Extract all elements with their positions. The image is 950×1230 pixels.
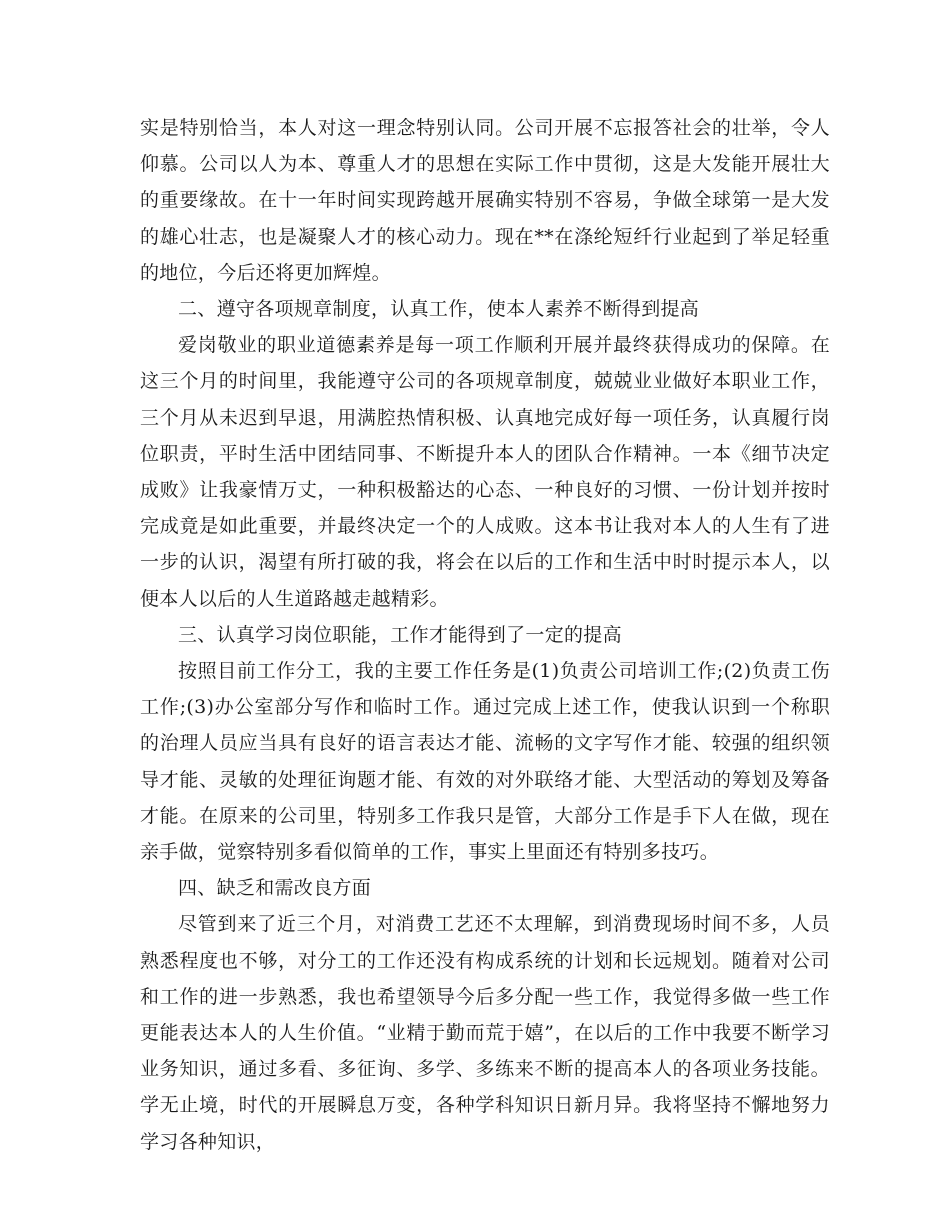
section-heading-2: 二、遵守各项规章制度，认真工作，使本人素养不断得到提高 (178, 298, 700, 321)
paragraph-section-4: 尽管到来了近三个月，对消费工艺还不太理解，到消费现场时间不多，人员熟悉程度也不够，对分工的工作还没有构成系统的计划和长远规划。随着对公司和工作的进一步熟悉，我也希望领导今后多分配一些工作，我觉得多做一些工作更能表达本人的人生价值。“业精于勤而荒于嬉”，在以后的工作中我要不断学习业务知识，通过多看、多征询、多学、多练来不断的提高本人的各项业务技能。学无止境，时代的开展瞬息万变，各种学科知识日新月异。我将坚持不懈地努力学习各种知识， (140, 913, 830, 1153)
document-body (140, 110, 830, 1160)
paragraph-section-3: 按照目前工作分工，我的主要工作任务是(1)负责公司培训工作;(2)负责工伤工作;(3)办公室部分写作和临时工作。通过完成上述工作，使我认识到一个称职的治理人员应当具有良好的语言表达才能、流畅的文字写作才能、较强的组织领导才能、灵敏的处理征询题才能、有效的对外联络才能、大型活动的筹划及筹备才能。在原来的公司里，特别多工作我只是管，大部分工作是手下人在做，现在亲手做，觉察特别多看似简单的工作，事实上里面还有特别多技巧。 (140, 660, 830, 864)
paragraph-continuation: 实是特别恰当，本人对这一理念特别认同。公司开展不忘报答社会的壮举，令人仰慕。公司以人为本、尊重人才的思想在实际工作中贯彻，这是大发能开展壮大的重要缘故。在十一年时间实现跨越开展确实特别不容易，争做全球第一是大发的雄心壮志，也是凝聚人才的核心动力。现在**在涤纶短纤行业起到了举足轻重的地位，今后还将更加辉煌。 (140, 117, 830, 284)
paragraph-section-2: 爱岗敬业的职业道德素养是每一项工作顺利开展并最终获得成功的保障。在这三个月的时间里，我能遵守公司的各项规章制度，兢兢业业做好本职业工作，三个月从未迟到早退，用满腔热情积极、认真地完成好每一项任务，认真履行岗位职责，平时生活中团结同事、不断提升本人的团队合作精神。一本《细节决定成败》让我豪情万丈，一种积极豁达的心态、一种良好的习惯、一份计划并按时完成竟是如此重要，并最终决定一个的人成败。这本书让我对本人的人生有了进一步的认识，渴望有所打破的我，将会在以后的工作和生活中时时提示本人，以便本人以后的人生道路越走越精彩。 (140, 334, 830, 610)
section-heading-3: 三、认真学习岗位职能，工作才能得到了一定的提高 (178, 623, 622, 646)
section-heading-4: 四、缺乏和需改良方面 (178, 877, 372, 900)
